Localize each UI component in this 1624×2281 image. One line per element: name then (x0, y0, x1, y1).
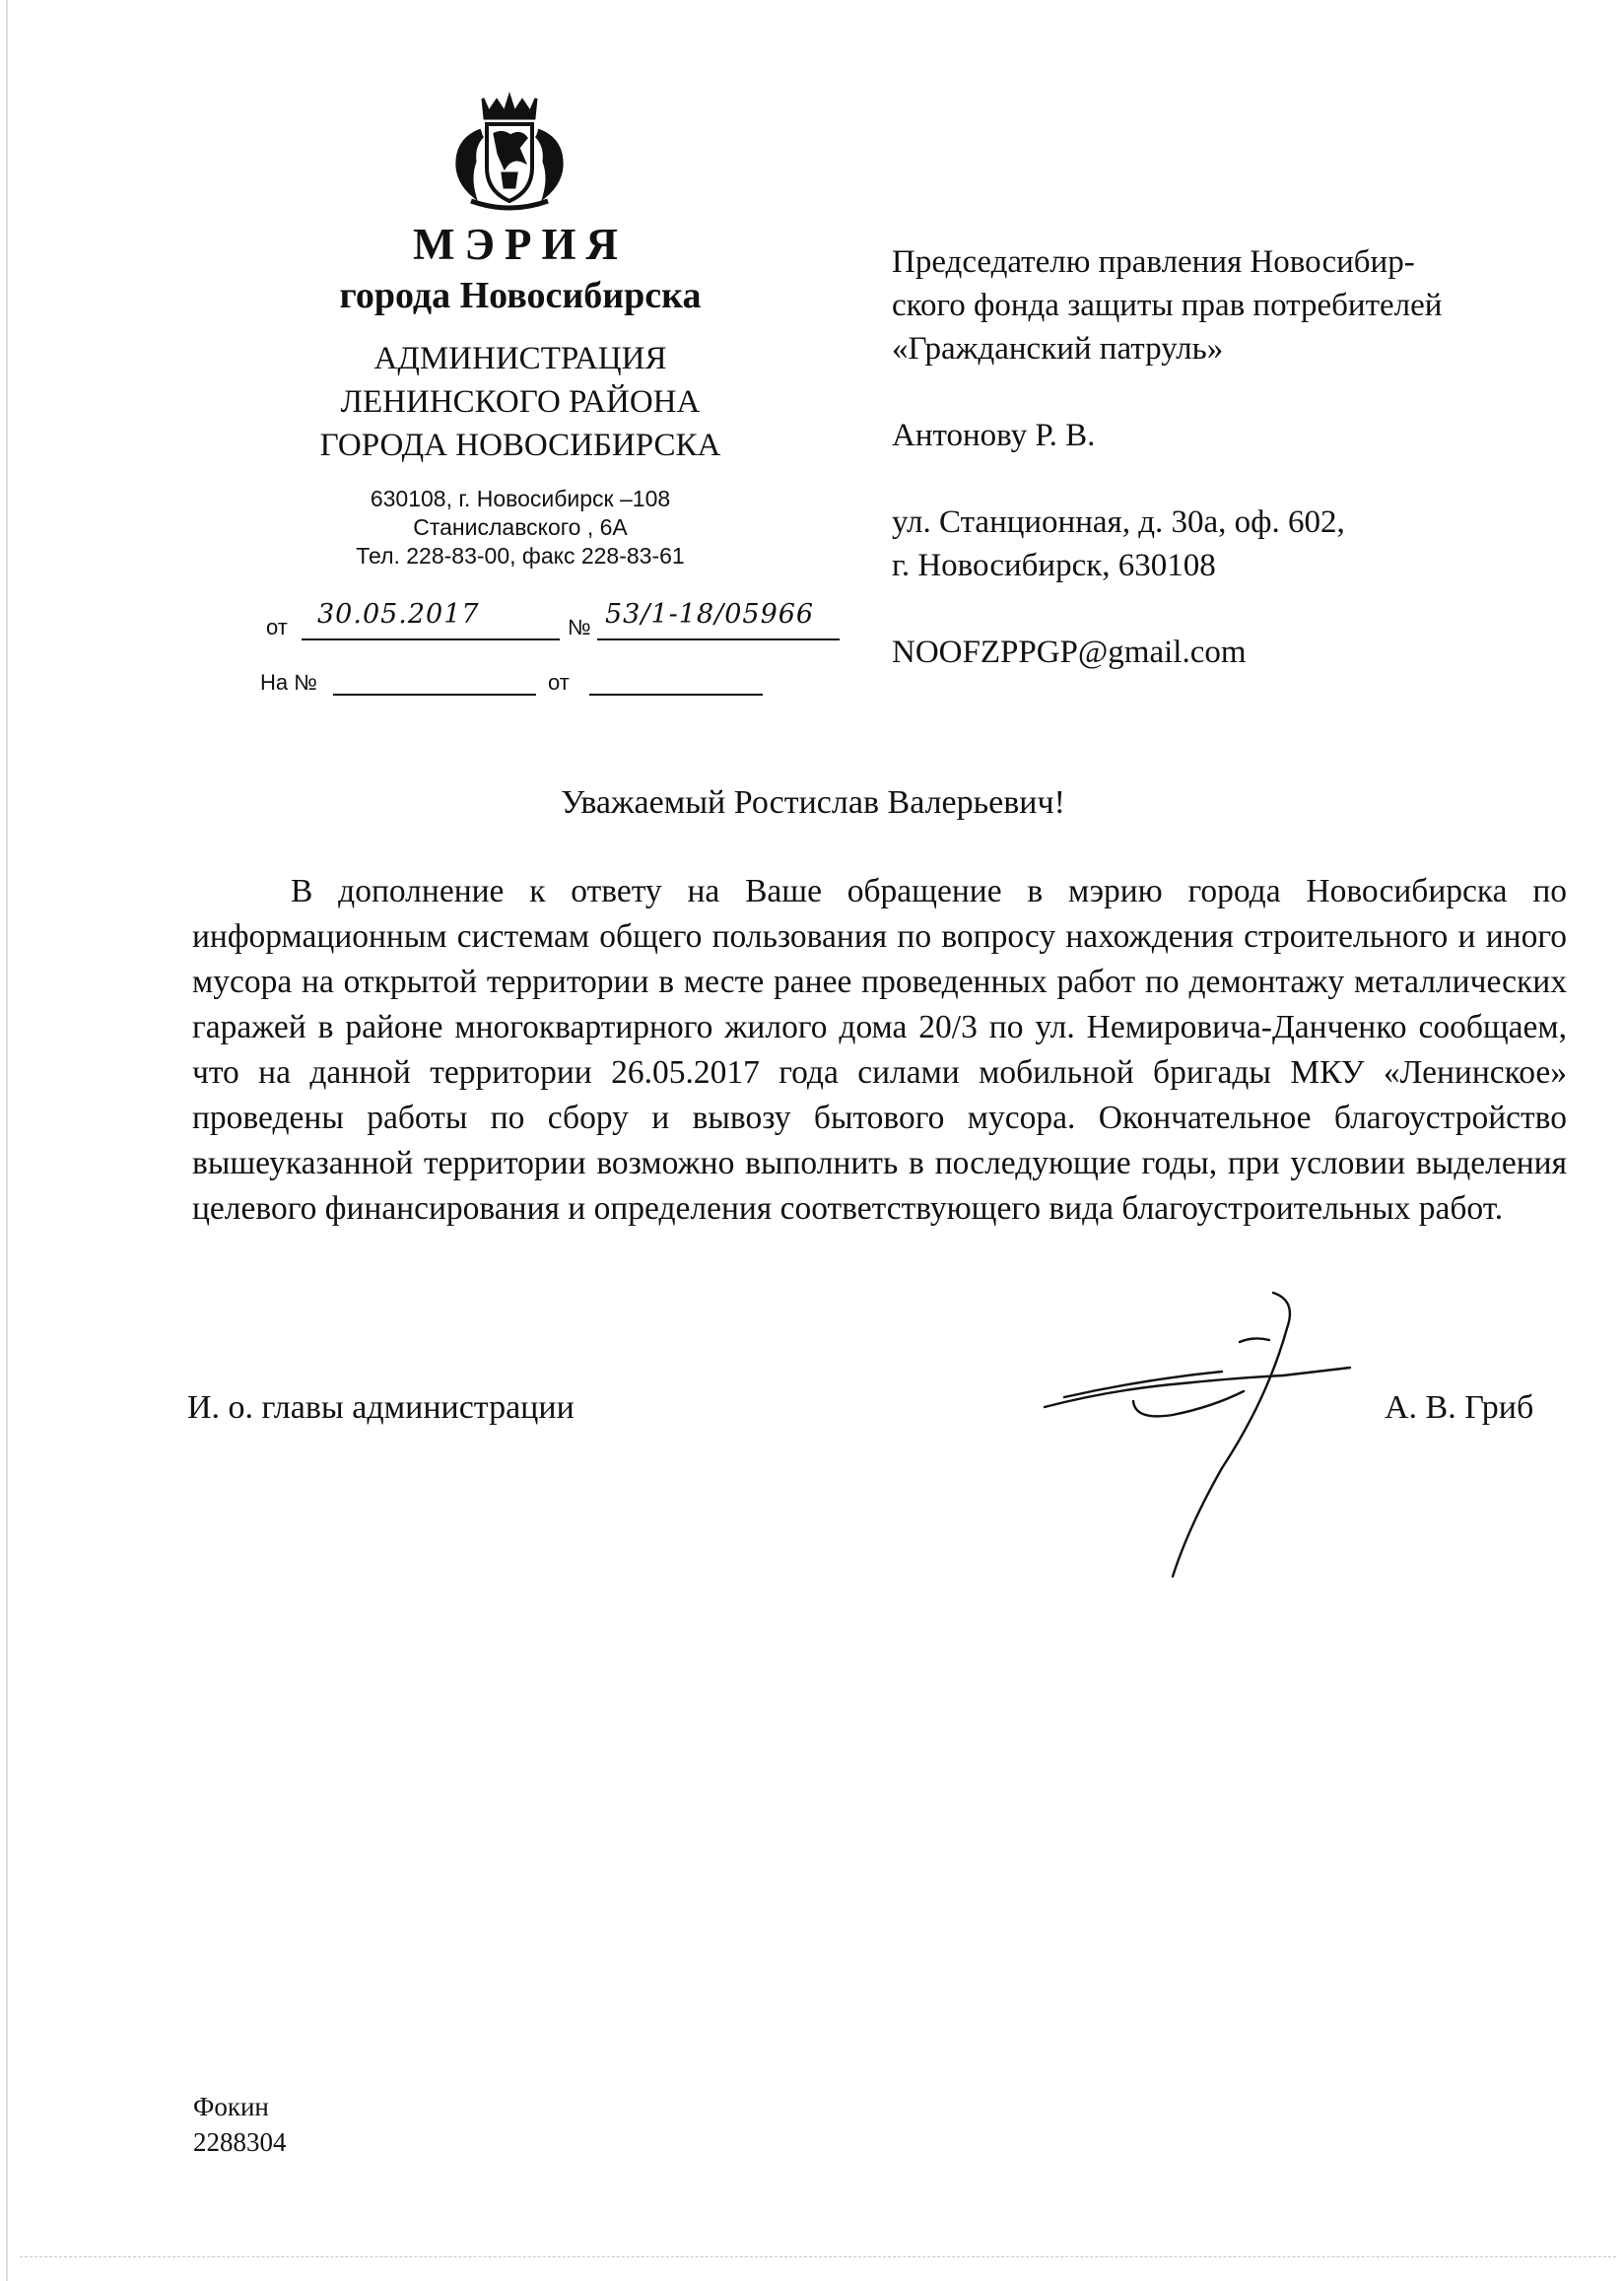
executor-name: Фокин (193, 2092, 269, 2121)
scan-bottom-line (20, 2256, 1616, 2257)
letterhead-org: МЭРИЯ (413, 220, 628, 269)
letterhead-address-line: 630108, г. Новосибирск –108 (370, 486, 671, 511)
reply-date-label: от (548, 670, 570, 695)
handwritten-signature-icon (1025, 1281, 1399, 1586)
number-underline (597, 638, 840, 640)
letterhead-admin-line: ГОРОДА НОВОСИБИРСКА (319, 428, 721, 463)
addressee-email: NOOFZPPGP@gmail.com (892, 635, 1247, 670)
addressee-address-line: г. Новосибирск, 630108 (892, 548, 1216, 583)
addressee-block (892, 240, 1582, 674)
coat-of-arms-icon (445, 91, 574, 219)
addressee-line: Председателю правления Новосибир- (892, 244, 1415, 280)
reply-number-underline (333, 694, 536, 696)
addressee-address-line: ул. Станционная, д. 30а, оф. 602, (892, 504, 1345, 540)
reply-number-label: На № (260, 670, 317, 695)
addressee-line: «Гражданский патруль» (892, 331, 1224, 367)
addressee-name: Антонову Р. В. (892, 418, 1096, 453)
salutation: Уважаемый Ростислав Валерьевич! (561, 784, 1065, 821)
body-paragraph: В дополнение к ответу на Ваше обращение в мэрию города Новосибирска по информационным системам общего пользования по вопросу нахождения строительного и иного мусора на открытой территории в месте ранее проведенных работ по демонтажу металлических гаражей в районе многоквартирного жилого дома 20/3 по ул. Немировича-Данченко сообщаем, что на данной территории 26.05.2017 года силами мобильной бригады МКУ «Ленинское» проведены работы по сбору и вывозу бытового мусора. Окончательное благоустройство вышеуказанной территории возможно выполнить в последующие годы, при условии выделения целевого финансирования и определения соответствующего вида благоустроительных работ. (192, 873, 1567, 1227)
letterhead-admin (251, 337, 789, 467)
letterhead-city: города Новосибирска (339, 275, 702, 316)
letter-body (192, 869, 1567, 1232)
date-label: от (266, 615, 288, 639)
reply-date-underline (589, 694, 763, 696)
signatory-title: И. о. главы администрации (187, 1389, 575, 1426)
letterhead-admin-line: АДМИНИСТРАЦИЯ (373, 341, 667, 376)
signatory-name: А. В. Гриб (1385, 1389, 1534, 1426)
date-value: 30.05.2017 (317, 599, 480, 630)
scan-edge-line (6, 0, 8, 2281)
number-label: № (568, 615, 591, 639)
letterhead-address (276, 485, 765, 570)
number-value: 53/1-18/05966 (605, 599, 815, 630)
letterhead-address-line: Станиславского , 6А (413, 514, 628, 540)
letterhead-address-line: Тел. 228-83-00, факс 228-83-61 (356, 543, 685, 569)
letterhead-admin-line: ЛЕНИНСКОГО РАЙОНА (340, 384, 701, 420)
executor-phone: 2288304 (193, 2127, 287, 2157)
executor-block (193, 2089, 287, 2160)
addressee-line: ского фонда защиты прав потребителей (892, 288, 1443, 323)
date-underline (302, 638, 560, 640)
